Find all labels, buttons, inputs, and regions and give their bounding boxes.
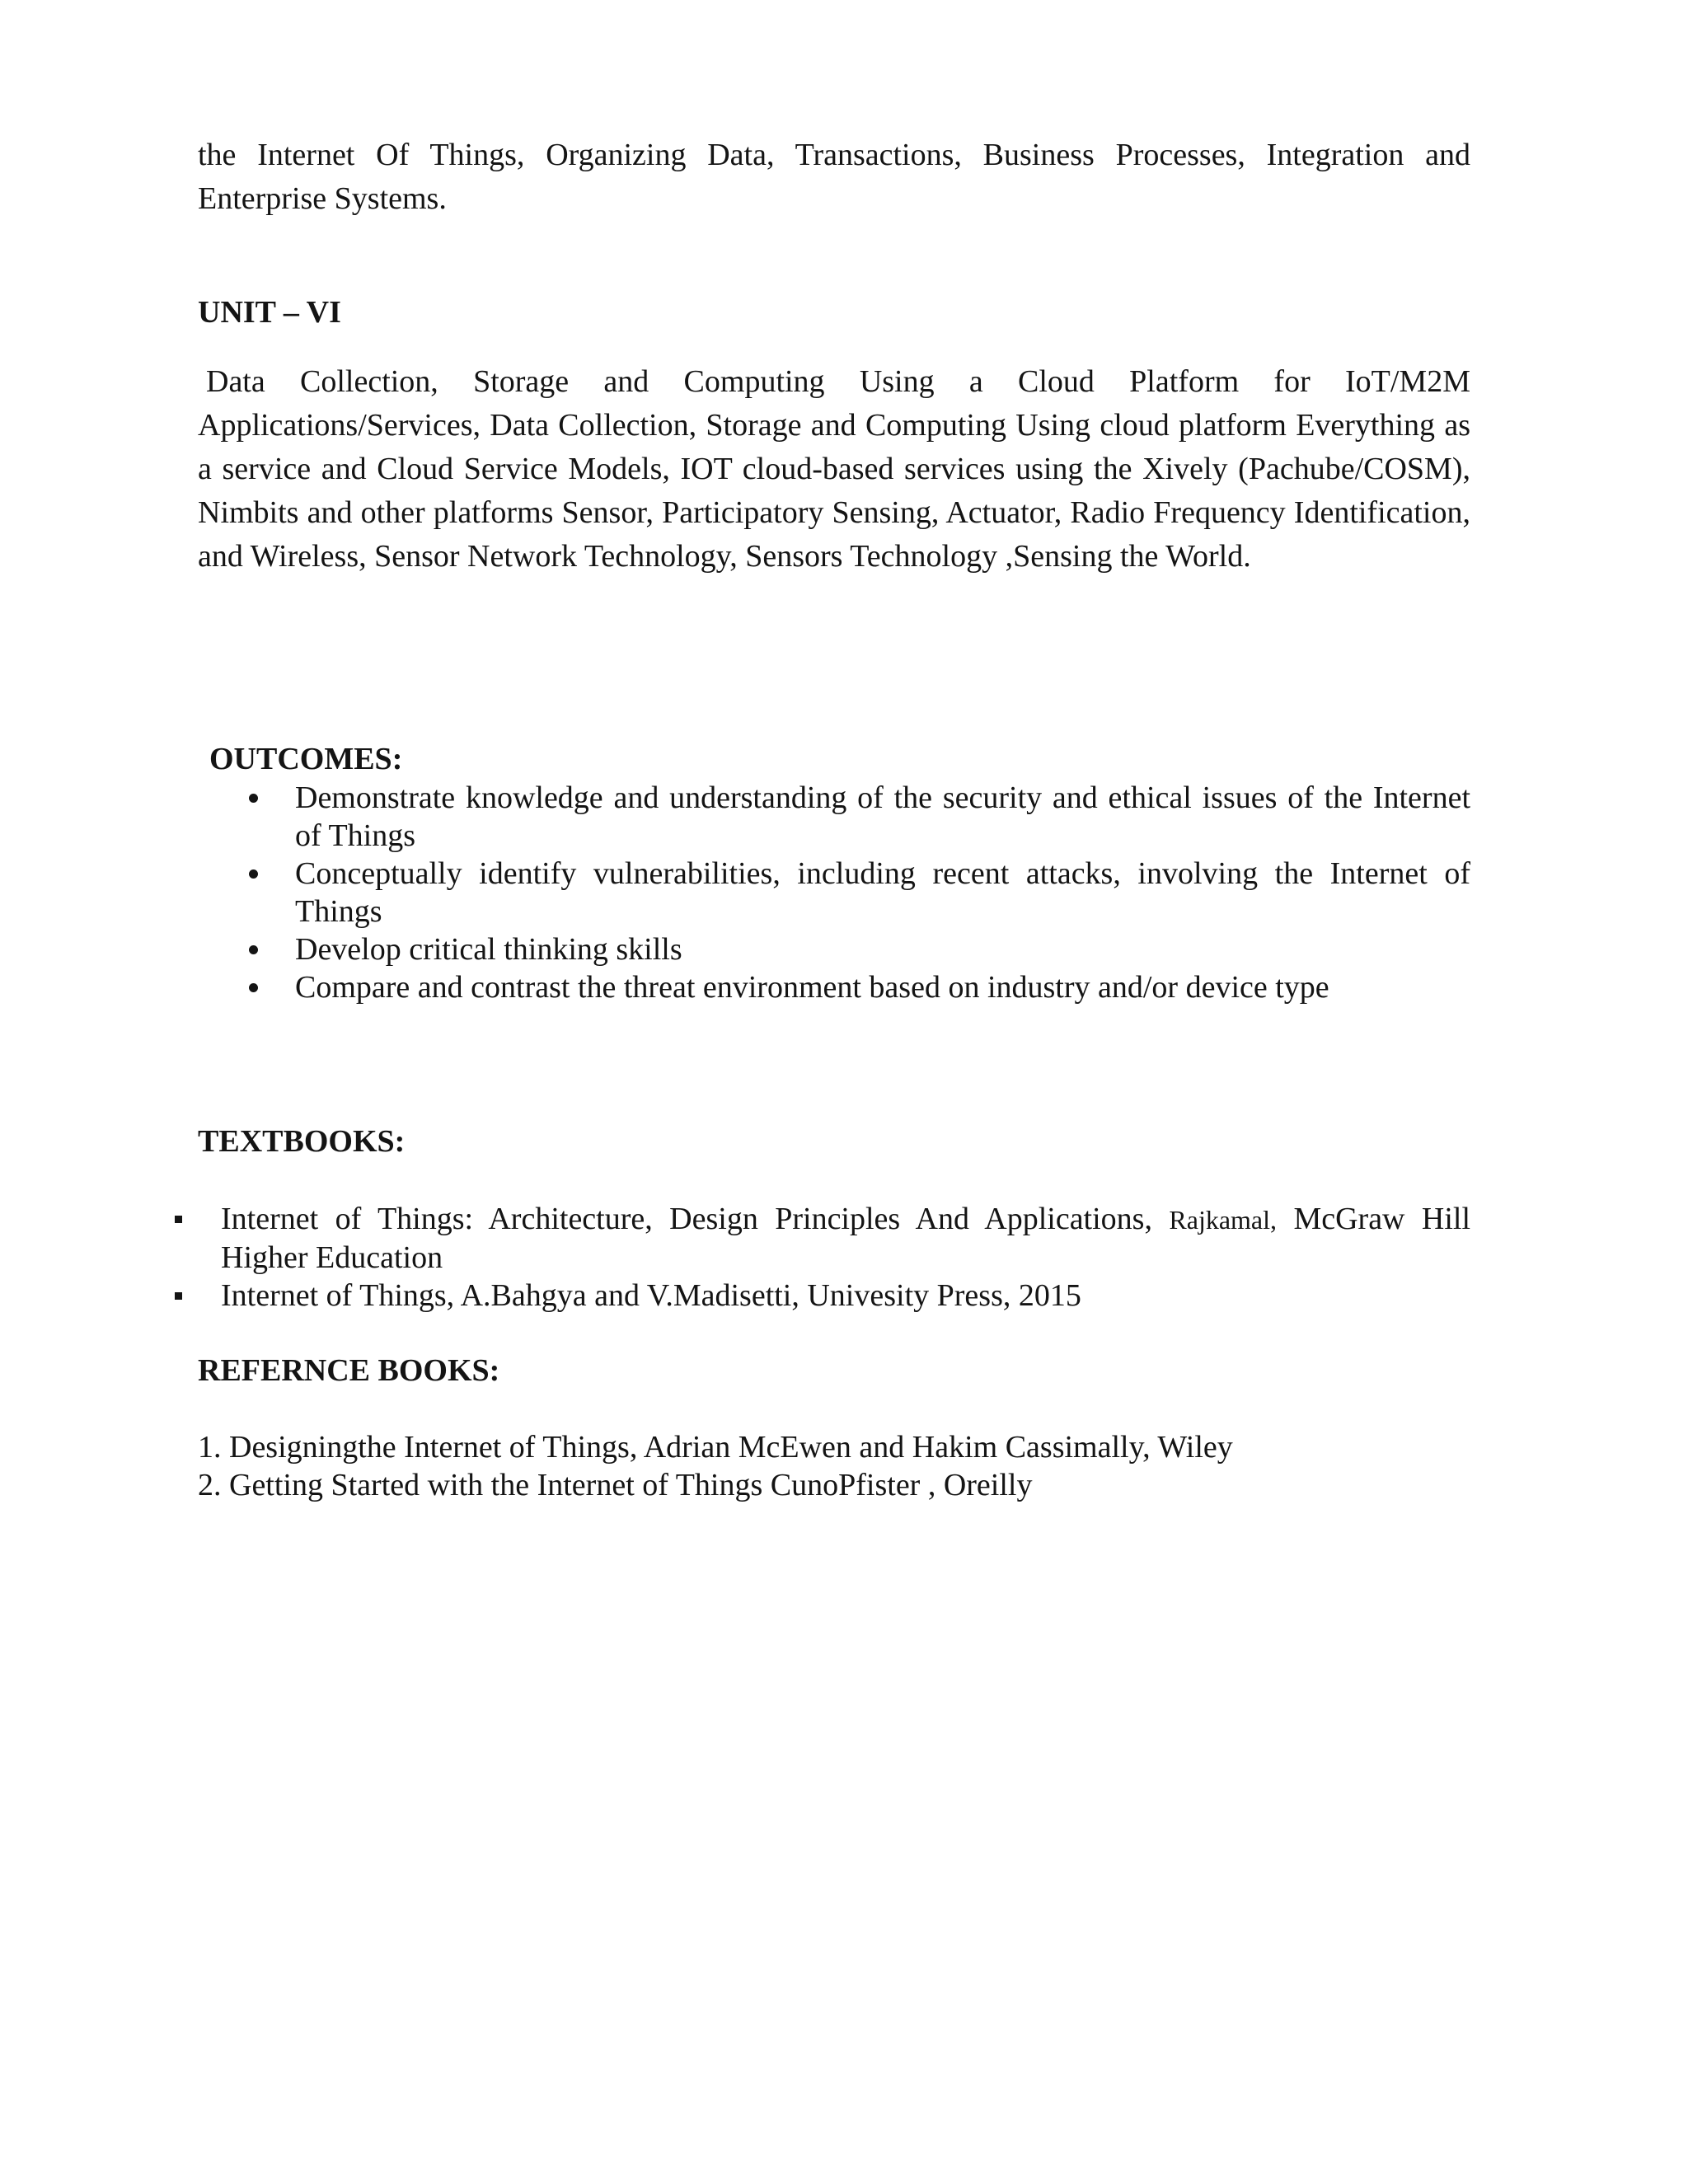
outcome-text: Conceptually identify vulnerabilities, including recent attacks, involving the Internet of Things xyxy=(295,856,1470,929)
outcome-item xyxy=(295,779,1470,855)
unit-vi-body: Data Collection, Storage and Computing Using a Cloud Platform for IoT/M2M Applications/Services, Data Collection, Storage and Computing Using cloud platform Everything as a service and Cloud Service Models, IOT cloud-based services using the Xively (Pachube/COSM), Nimbits and other platforms Sensor, Participatory Sensing, Actuator, Radio Frequency Identification, and Wireless, Sensor Network Technology, Sensors Technology ,Sensing the World. xyxy=(198,364,1470,574)
textbook-publisher: McGraw Hill Higher Education xyxy=(221,1202,1471,1275)
outcome-item xyxy=(295,968,1470,1006)
outcome-item xyxy=(295,855,1470,930)
bullet-dot-icon xyxy=(249,869,258,879)
textbooks-heading: TEXTBOOKS: xyxy=(198,1124,406,1159)
textbook-author: Rajkamal, xyxy=(1169,1205,1278,1235)
bullet-dot-icon xyxy=(249,983,258,992)
bullet-square-icon xyxy=(175,1292,182,1300)
bullet-dot-icon xyxy=(249,945,258,954)
textbook-item xyxy=(221,1200,1470,1277)
outcomes-heading: OUTCOMES: xyxy=(209,742,403,776)
intro-paragraph: the Internet Of Things, Organizing Data, Transactions, Business Processes, Integration and Enterprise Systems. xyxy=(198,138,1470,216)
bullet-square-icon xyxy=(175,1216,182,1223)
reference-books-list xyxy=(198,1428,1470,1504)
outcome-text: Compare and contrast the threat environment based on industry and/or device type xyxy=(295,970,1329,1005)
reference-item: 1. Designingthe Internet of Things, Adrian McEwen and Hakim Cassimally, Wiley xyxy=(198,1430,1233,1465)
bullet-dot-icon xyxy=(249,794,258,803)
textbook-item xyxy=(221,1277,1470,1315)
reference-books-heading: REFERNCE BOOKS: xyxy=(198,1353,500,1388)
outcomes-list xyxy=(295,779,1470,1006)
outcome-text: Demonstrate knowledge and understanding of the security and ethical issues of the Internet of Things xyxy=(295,780,1470,853)
textbook-title: Internet of Things: Architecture, Design Principles And Applications, xyxy=(221,1202,1152,1236)
textbook-text: Internet of Things, A.Bahgya and V.Madisetti, Univesity Press, 2015 xyxy=(221,1278,1081,1313)
textbooks-list xyxy=(221,1200,1470,1315)
outcome-item xyxy=(295,930,1470,968)
unit-vi-heading: UNIT – VI xyxy=(198,295,341,330)
reference-item: 2. Getting Started with the Internet of Things CunoPfister , Oreilly xyxy=(198,1468,1033,1502)
outcome-text: Develop critical thinking skills xyxy=(295,932,682,967)
